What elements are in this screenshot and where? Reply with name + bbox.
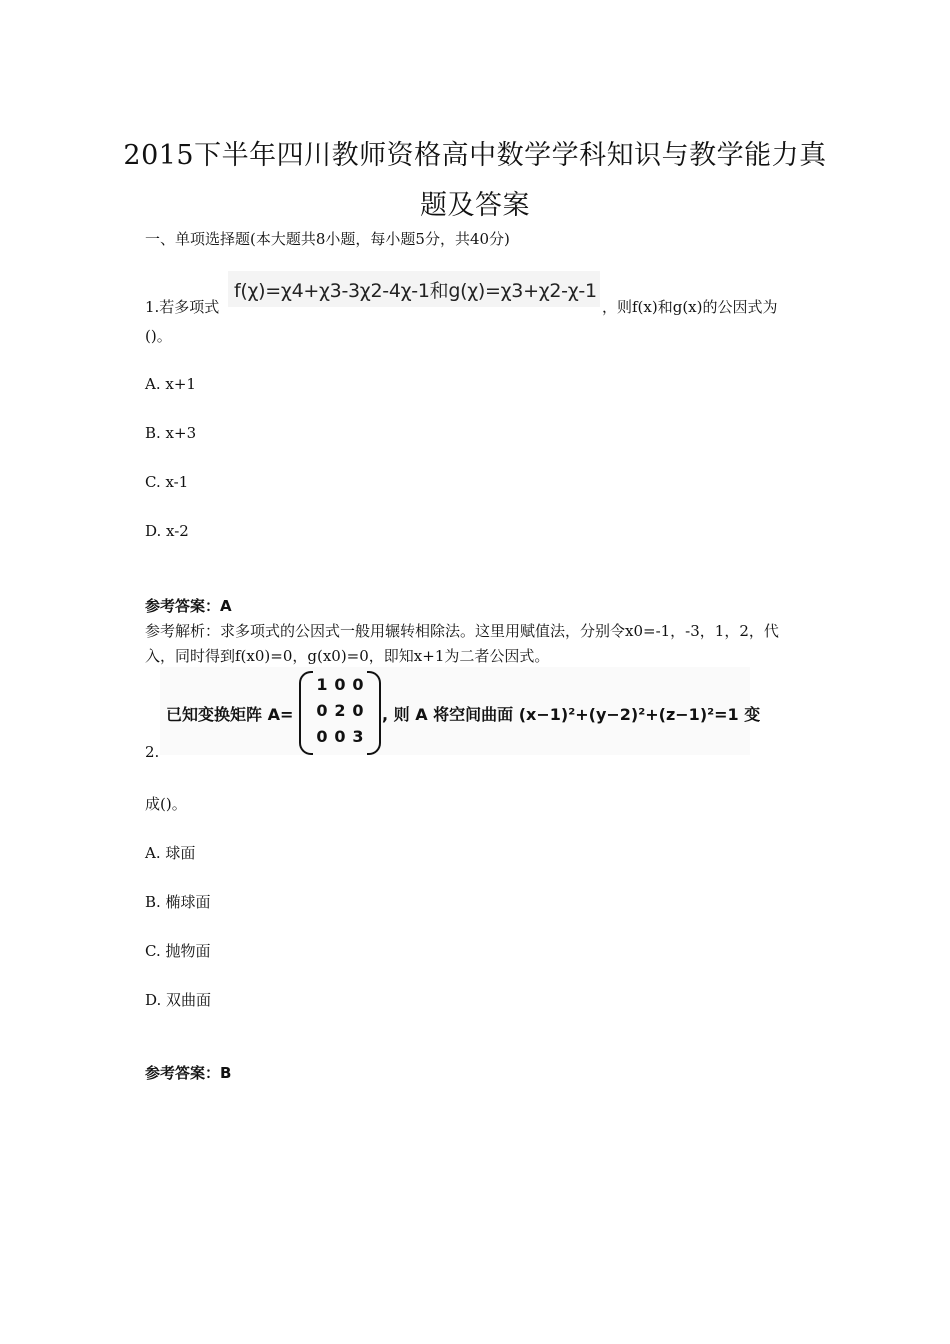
q2-option-c: C. 抛物面 (145, 942, 211, 960)
q2-option-d: D. 双曲面 (145, 991, 212, 1009)
section-heading: 一、单项选择题(本大题共8小题，每小题5分，共40分) (145, 230, 510, 248)
q1-formula-image: f(χ)=χ4+χ3-3χ2-4χ-1和g(χ)=χ3+χ2-χ-1 (228, 271, 600, 307)
q2-option-b: B. 椭球面 (145, 893, 211, 911)
matrix-cell: 0 (334, 675, 346, 694)
matrix-cell: 0 (316, 727, 328, 746)
q2-formula-image (160, 667, 761, 755)
q1-option-c: C. x-1 (145, 473, 189, 491)
q1-suffix: ，则f(x)和g(x)的公因式为 (602, 298, 778, 316)
matrix-cell: 0 (316, 701, 328, 720)
q1-answer: 参考答案：A (145, 597, 232, 615)
q2-image-text-right: , 则 A 将空间曲面 (x−1)²+(y−2)²+(z−1)²=1 变 (382, 705, 761, 724)
q2-number: 2. (145, 743, 160, 761)
q1-option-d: D. x-2 (145, 522, 189, 540)
q2-option-a: A. 球面 (145, 844, 196, 862)
matrix-right-bracket (367, 671, 381, 755)
title-line-2: 题及答案 (420, 190, 530, 221)
q1-continuation: ()。 (145, 327, 172, 345)
q2-answer: 参考答案：B (145, 1064, 232, 1082)
matrix-cell: 2 (334, 701, 346, 720)
title-line-1: 2015下半年四川教师资格高中数学学科知识与教学能力真 (123, 140, 827, 171)
q1-analysis-line-1: 参考解析：求多项式的公因式一般用辗转相除法。这里用赋值法，分别令x0=-1，-3，1，2，代 (145, 622, 779, 640)
q2-matrix (299, 671, 381, 751)
q1-option-b: B. x+3 (145, 424, 197, 442)
q2-continuation: 成()。 (145, 795, 187, 813)
matrix-cell: 0 (352, 701, 364, 720)
q2-image-text-left: 已知变换矩阵 A= (166, 705, 294, 724)
matrix-cell: 0 (352, 675, 364, 694)
q1-option-a: A. x+1 (145, 375, 196, 393)
matrix-cell: 1 (316, 675, 328, 694)
q1-analysis-line-2: 入，同时得到f(x0)=0，g(x0)=0，即知x+1为二者公因式。 (145, 647, 550, 665)
matrix-left-bracket (299, 671, 313, 755)
q1-prefix: 1.若多项式 (145, 298, 220, 316)
matrix-cell: 0 (334, 727, 346, 746)
matrix-cell: 3 (352, 727, 364, 746)
